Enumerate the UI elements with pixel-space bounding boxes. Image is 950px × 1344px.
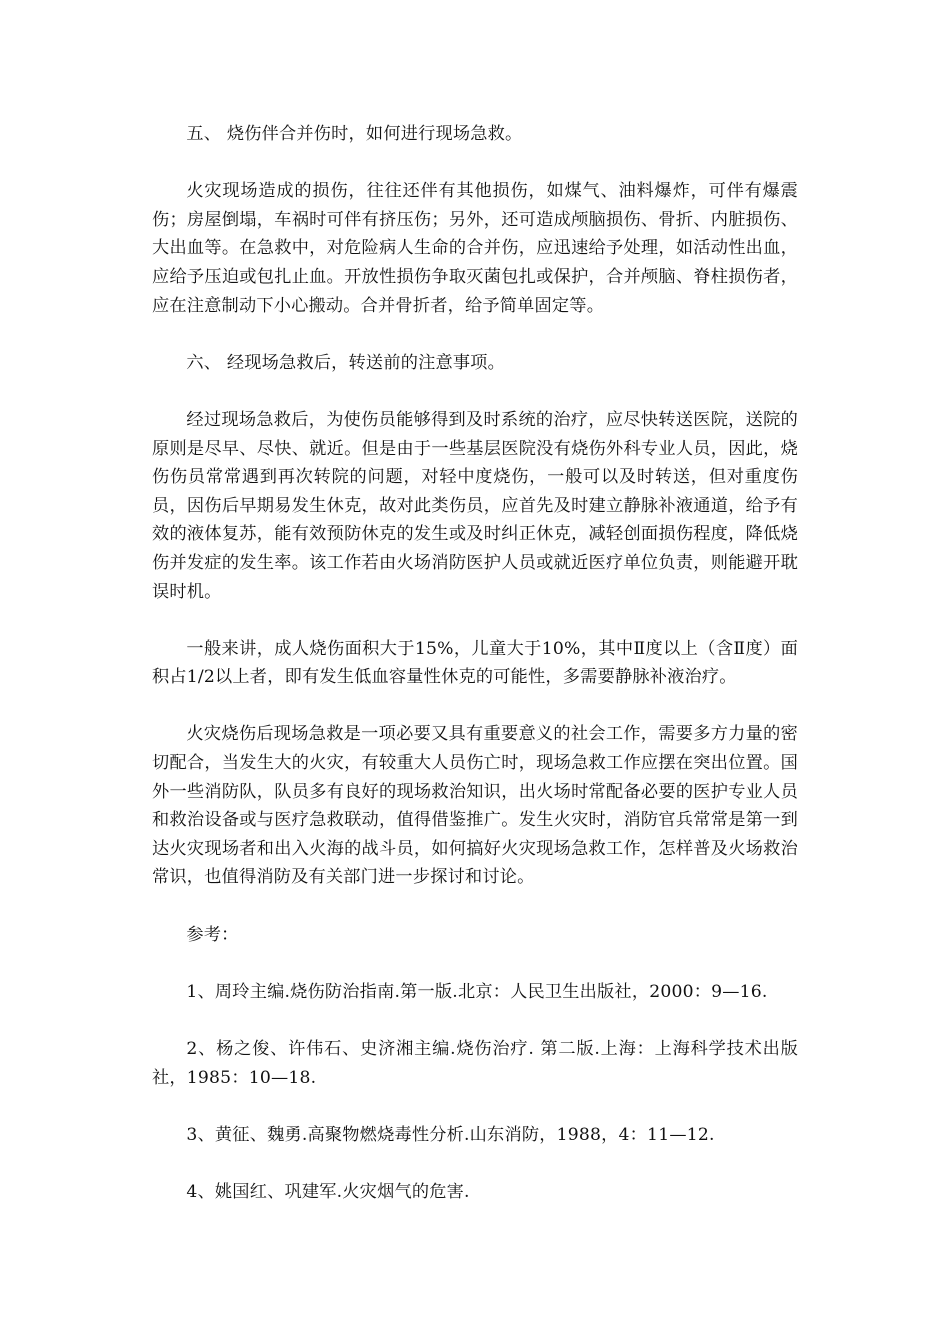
- reference-item-1: 1、周玲主编.烧伤防治指南.第一版.北京：人民卫生出版社，2000：9—16.: [186, 981, 768, 1002]
- paragraph-transfer: 经过现场急救后，为使伤员能够得到及时系统的治疗，应尽快转送医院，送院的原则是尽早、尽快、就近。但是由于一些基层医院没有烧伤外科专业人员，因此，烧伤伤员常常遇到再次转院的问题，对轻中度烧伤，一般可以及时转送，但对重度伤员，因伤后早期易发生休克，故对此类伤员，应首先及时建立静脉补液通道，给予有效的液体复苏，能有效预防休克的发生或及时纠正休克，减轻创面损伤程度，降低烧伤并发症的发生率。该工作若由火场消防医护人员或就近医疗单位负责，则能避开耽误时机。: [152, 409, 798, 602]
- paragraph-conclusion: 火灾烧伤后现场急救是一项必要又具有重要意义的社会工作，需要多方力量的密切配合，当发生大的火灾，有较重大人员伤亡时，现场急救工作应摆在突出位置。国外一些消防队，队员多有良好的现场救治知识，出火场时常配备必要的医护专业人员和救治设备或与医疗急救联动，值得借鉴推广。发生火灾时，消防官兵常常是第一到达火灾现场者和出入火海的战斗员，如何搞好火灾现场急救工作，怎样普及火场救治常识，也值得消防及有关部门进一步探讨和讨论。: [152, 724, 798, 888]
- section-heading-6: 六、 经现场急救后，转送前的注意事项。: [186, 352, 506, 373]
- paragraph-shock-criteria: 一般来讲，成人烧伤面积大于15%，儿童大于10%，其中Ⅱ度以上（含Ⅱ度）面积占1/2以上者，即有发生低血容量性休克的可能性，多需要静脉补液治疗。: [152, 638, 798, 688]
- reference-item-2: 2、杨之俊、许伟石、史济湘主编.烧伤治疗. 第二版.上海：上海科学技术出版社，1985：10—18.: [152, 1039, 798, 1088]
- paragraph-combined-injuries: 火灾现场造成的损伤，往往还伴有其他损伤，如煤气、油料爆炸，可伴有爆震伤；房屋倒塌，车祸时可伴有挤压伤；另外，还可造成颅脑损伤、骨折、内脏损伤、大出血等。在急救中，对危险病人生命的合并伤，应迅速给予处理，如活动性出血，应给予压迫或包扎止血。开放性损伤争取灭菌包扎或保护，合并颅脑、脊柱损伤者，应在注意制动下小心搬动。合并骨折者，给予简单固定等。: [152, 181, 798, 316]
- reference-item-3: 3、黄征、魏勇.高聚物燃烧毒性分析.山东消防，1988，4：11—12.: [186, 1124, 715, 1145]
- references-heading: 参考：: [186, 924, 239, 945]
- section-heading-5: 五、 烧伤伴合并伤时，如何进行现场急救。: [186, 124, 523, 144]
- reference-item-4: 4、姚国红、巩建军.火灾烟气的危害.: [186, 1181, 470, 1202]
- document-body: [152, 120, 798, 1235]
